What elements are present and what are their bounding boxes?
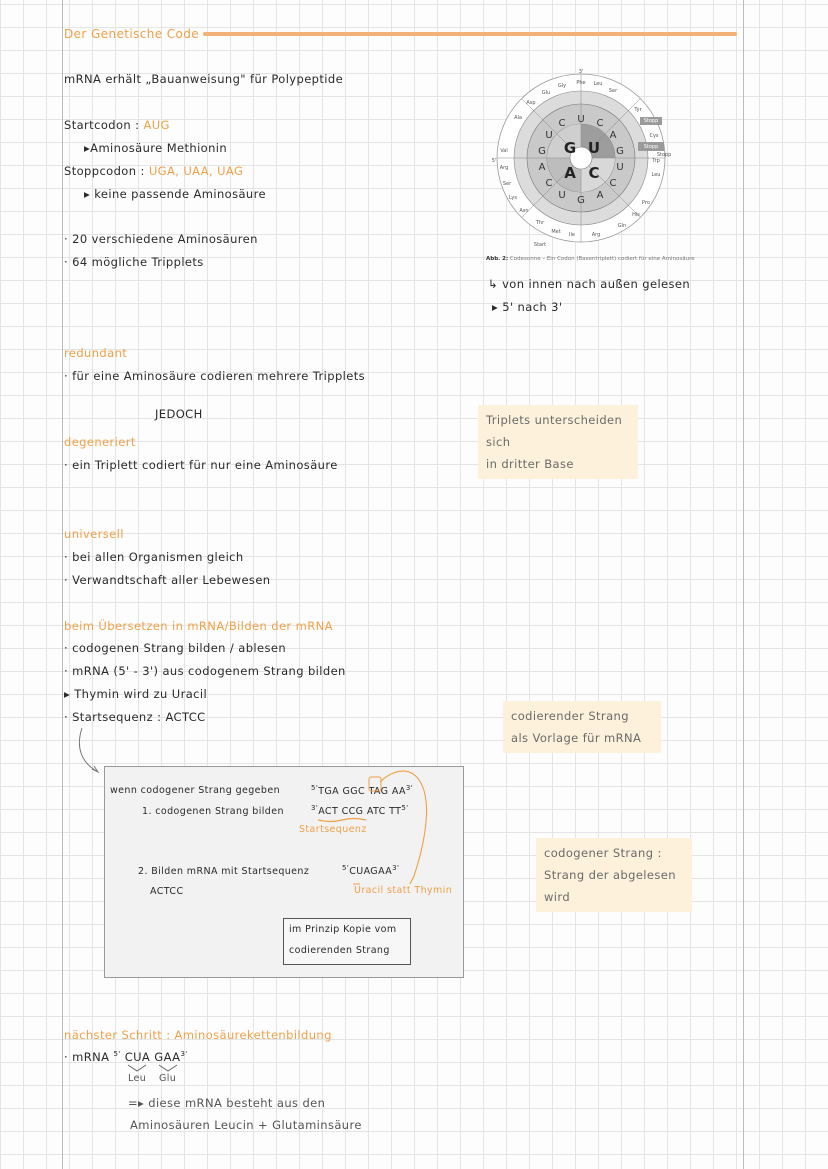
amino-acid-label: Val (500, 148, 508, 154)
ring2-letter: C (558, 118, 566, 129)
orientation-label: 3' (578, 69, 584, 75)
start-codon-line (64, 118, 170, 132)
codon-1: CUA (124, 1050, 151, 1064)
ring2-letter: G (538, 146, 546, 157)
amino-acid-label: Ser (608, 88, 618, 94)
mrna-prefix: 5' (342, 864, 350, 872)
mrna-suffix: 3' (392, 864, 400, 872)
transcription-item: · Startsequenz : ACTCC (64, 710, 206, 724)
center-letter: A (564, 164, 576, 182)
note-triplets (478, 405, 638, 479)
center-letter: U (587, 139, 601, 157)
orientation-label: 5' (491, 158, 497, 164)
uracil-label: Uracil statt Thymin (354, 885, 453, 896)
codon-2: GAA (154, 1050, 181, 1064)
transcription-item: · mRNA (5' - 3') aus codogenem Strang bilden (64, 664, 346, 678)
strand-sequence: TGA GGC TAG AA (318, 786, 406, 798)
amino-acid-label: Asn (519, 208, 529, 214)
ring2-letter: U (577, 114, 585, 125)
example-step2-sequence: ACTCC (150, 886, 184, 897)
startsequenz-label: Startsequenz (299, 824, 367, 835)
transcription-heading: beim Übersetzen in mRNA/Bilden der mRNA (64, 619, 333, 633)
example-step1: 1. codogenen Strang bilden (142, 806, 284, 817)
start-codon-value: AUG (143, 118, 170, 132)
principle-line: codierenden Strang (289, 945, 390, 956)
stop-codon-detail: ▸ keine passende Aminosäure (84, 187, 266, 201)
uracil-arrow (350, 766, 440, 886)
start-codon-label: Startcodon : (64, 118, 140, 132)
note-line: als Vorlage für mRNA (511, 731, 642, 745)
ring2-letter: U (558, 190, 566, 201)
conclusion-line: =▸ diese mRNA besteht aus den (128, 1096, 326, 1110)
amino-acid-label: Phe (576, 80, 586, 86)
note-line: Triplets unterscheiden sich (486, 413, 623, 449)
next-step-heading: nächster Schritt : Aminosäurekettenbildung (64, 1028, 332, 1042)
amino-acid-label: Glu (541, 90, 551, 96)
strand-sequence: ACT CCG ATC TT (318, 806, 402, 818)
ring2-letter: C (609, 178, 617, 189)
universell-heading: universell (64, 527, 124, 541)
amino-acid-label: His (632, 212, 640, 218)
next-suffix: 3' (180, 1050, 188, 1059)
code-sun-diagram (488, 64, 674, 254)
note-coding-strand (503, 701, 661, 753)
amino-acid-label: Stopp (643, 118, 659, 124)
amino-acid-label: Leu (651, 172, 661, 178)
center-letter: C (588, 164, 600, 182)
amino-acid-label: Cys (649, 133, 659, 139)
amino-acid-label: Asp (526, 100, 536, 106)
strand-suffix: 3' (405, 784, 414, 792)
amino-acid-label: Met (551, 229, 561, 235)
note-line: in dritter Base (486, 457, 574, 471)
jedoch-text: JEDOCH (155, 407, 203, 421)
transcription-item: ▸ Thymin wird zu Uracil (64, 687, 208, 701)
figure-caption-text: Codesonne – Ein Codon (Basentriplett) codiert für eine Aminosäure (509, 256, 695, 262)
example-step2: 2. Bilden mRNA mit Startsequenz (138, 866, 310, 877)
left-margin-line (62, 0, 63, 1169)
strand-prefix: 3' (311, 804, 319, 812)
ring2-letter: U (616, 162, 624, 173)
figure-note: ↳ von innen nach außen gelesen (488, 277, 691, 291)
amino-acid-2: Glu (159, 1073, 177, 1084)
codon-brackets (126, 1063, 186, 1073)
transcription-item: · codogenen Strang bilden / ablesen (64, 641, 287, 655)
amino-acid-label: Ile (569, 232, 575, 238)
mrna-sequence: CUAGAA (349, 866, 393, 878)
redundant-text: · für eine Aminosäure codieren mehrere Tripplets (64, 369, 366, 383)
degeneriert-text: · ein Triplett codiert für nur eine Aminosäure (64, 458, 338, 472)
strand-suffix: 5' (401, 804, 409, 812)
amino-acid-label: Leu (593, 81, 603, 87)
amino-acid-label: Stopp (656, 152, 672, 158)
redundant-heading: redundant (64, 346, 128, 360)
universell-item: · bei allen Organismen gleich (64, 550, 244, 564)
principle-line: im Prinzip Kopie vom (289, 924, 397, 935)
stop-codon-label: Stoppcodon : (64, 164, 145, 178)
universell-item: · Verwandtschaft aller Lebewesen (64, 573, 271, 587)
title-underline (203, 32, 737, 36)
example-given: wenn codogener Strang gegeben (110, 785, 281, 796)
ring2-letter: G (577, 195, 585, 206)
center-letter: G (563, 139, 577, 157)
amino-acid-label: Stopp (643, 144, 659, 150)
note-line: Strang der abgelesen wird (544, 868, 676, 904)
note-codogen-strand (536, 838, 692, 912)
figure-note: ▸ 5' nach 3' (492, 300, 563, 314)
stop-codon-values: UGA, UAA, UAG (148, 164, 244, 178)
ring2-letter: G (616, 146, 624, 157)
note-line: codogener Strang : (544, 846, 662, 860)
amino-acid-label: Thr (535, 220, 545, 226)
amino-acid-label: Pro (642, 200, 650, 206)
ring2-letter: U (545, 130, 553, 141)
page-title: Der Genetische Code (64, 27, 200, 41)
ring2-letter: A (538, 162, 546, 173)
figure-caption-number: Abb. 2: (486, 256, 509, 262)
next-step-mrna (64, 1050, 188, 1064)
amino-acid-label: Gln (617, 223, 627, 229)
stop-codon-line (64, 164, 243, 178)
ring2-letter: A (609, 130, 617, 141)
start-label: Start (533, 242, 547, 248)
next-mrna-label: · mRNA (64, 1050, 110, 1064)
right-margin-line (743, 0, 744, 1169)
amino-acid-label: Trp (652, 158, 660, 164)
amino-acid-label: Tyr (634, 107, 642, 113)
conclusion-line: Aminosäuren Leucin + Glutaminsäure (130, 1118, 362, 1132)
figure-caption (486, 256, 695, 262)
ring2-letter: A (596, 190, 604, 201)
amino-acid-1: Leu (128, 1073, 147, 1084)
amino-acid-label: Lys (509, 195, 517, 201)
degeneriert-heading: degeneriert (64, 435, 136, 449)
amino-acid-label: Arg (591, 232, 601, 238)
fact-item: · 20 verschiedene Aminosäuren (64, 232, 258, 246)
next-prefix: 5' (113, 1050, 121, 1059)
amino-acid-label: Ser (502, 181, 512, 187)
arrow-to-example (74, 726, 104, 776)
fact-item: · 64 mögliche Tripplets (64, 255, 204, 269)
amino-acid-label: Arg (499, 165, 509, 171)
ring2-letter: C (545, 178, 553, 189)
ring2-letter: C (596, 118, 604, 129)
intro-text: mRNA erhält „Bauanweisung" für Polypeptide (64, 72, 344, 86)
start-codon-detail: ▸Aminosäure Methionin (84, 141, 228, 155)
amino-acid-label: Ala (514, 115, 522, 121)
note-line: codierender Strang (511, 709, 629, 723)
amino-acid-label: Gly (557, 83, 567, 89)
strand-prefix: 5' (311, 784, 319, 792)
